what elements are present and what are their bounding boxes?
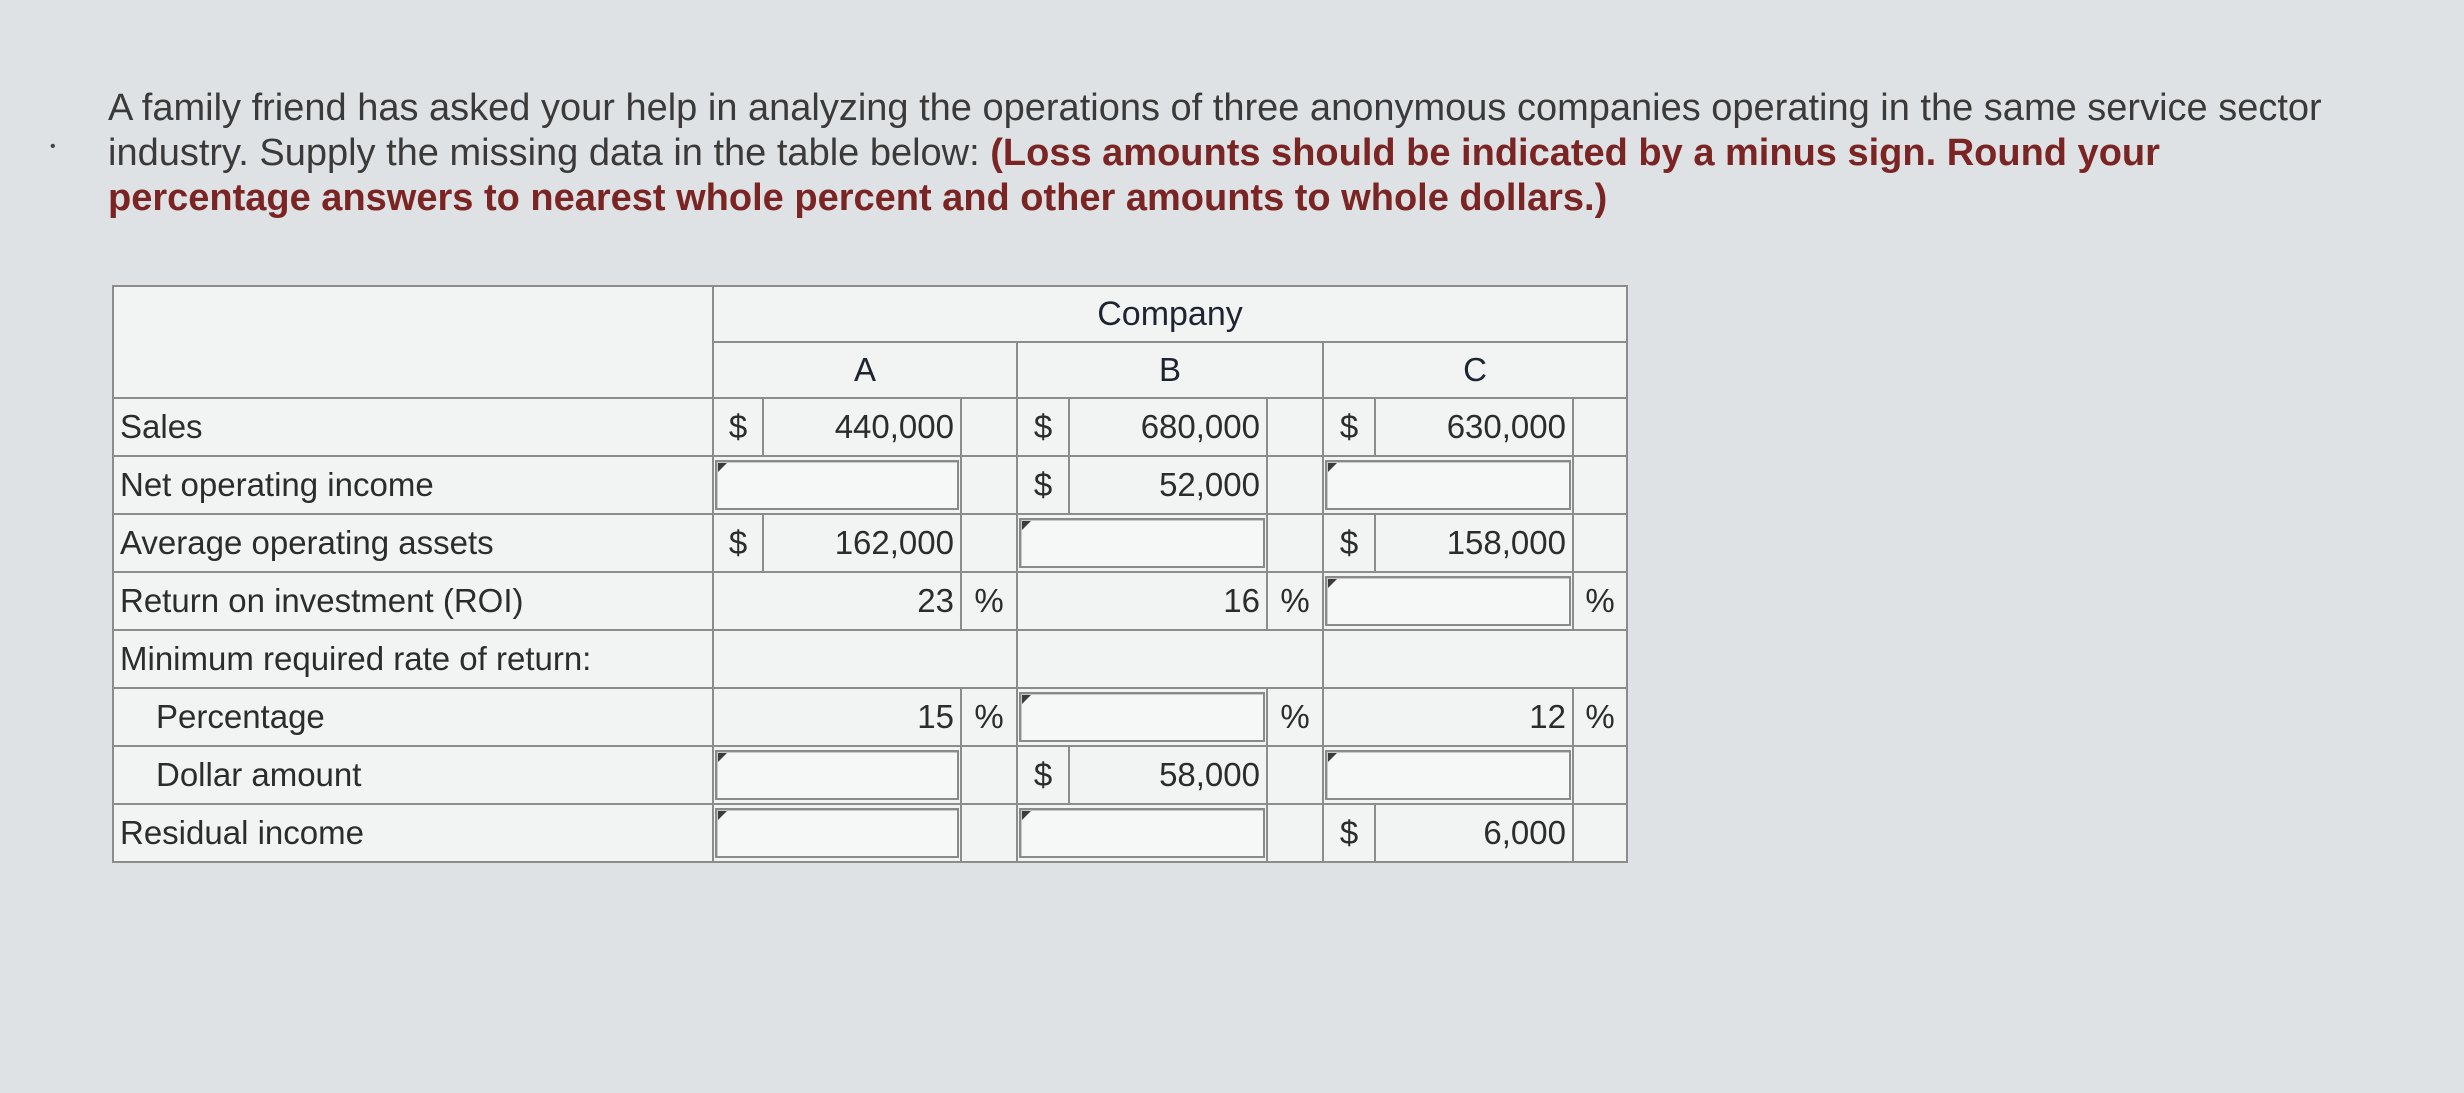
noi-a-input[interactable] — [715, 460, 959, 510]
percentage-c-value: 12 — [1323, 688, 1573, 746]
assets-b-input-cell — [1017, 514, 1267, 572]
column-header-b: B — [1017, 342, 1323, 398]
sales-b-value: 680,000 — [1069, 398, 1267, 456]
empty-cell — [1267, 514, 1323, 572]
question-text — [108, 86, 2348, 221]
residual-b-input[interactable] — [1019, 808, 1265, 858]
currency-sign: $ — [1323, 398, 1375, 456]
column-header-a: A — [713, 342, 1017, 398]
percent-sign: % — [961, 572, 1017, 630]
percent-sign: % — [1267, 688, 1323, 746]
percent-sign: % — [1573, 572, 1627, 630]
empty-cell — [1323, 630, 1627, 688]
currency-sign: $ — [1323, 514, 1375, 572]
empty-cell — [1573, 746, 1627, 804]
header-blank — [113, 286, 713, 398]
dollar-c-input[interactable] — [1325, 750, 1571, 800]
row-minimum-required-rate — [113, 630, 1627, 688]
empty-cell — [1267, 398, 1323, 456]
row-label-sales: Sales — [113, 398, 713, 456]
row-percentage — [113, 688, 1627, 746]
dollar-b-value: 58,000 — [1069, 746, 1267, 804]
sales-a-value: 440,000 — [763, 398, 961, 456]
empty-cell — [961, 398, 1017, 456]
residual-b-input-cell — [1017, 804, 1267, 862]
assets-a-value: 162,000 — [763, 514, 961, 572]
noi-c-input[interactable] — [1325, 460, 1571, 510]
row-roi — [113, 572, 1627, 630]
percentage-a-value: 15 — [713, 688, 961, 746]
row-average-operating-assets — [113, 514, 1627, 572]
percentage-b-input[interactable] — [1019, 692, 1265, 742]
row-label-residual: Residual income — [113, 804, 713, 862]
dollar-c-input-cell — [1323, 746, 1573, 804]
noi-a-input-cell — [713, 456, 961, 514]
roi-c-input-cell — [1323, 572, 1573, 630]
currency-sign: $ — [1017, 398, 1069, 456]
row-label-minimum: Minimum required rate of return: — [113, 630, 713, 688]
roi-a-value: 23 — [713, 572, 961, 630]
row-label-dollar: Dollar amount — [113, 746, 713, 804]
percent-sign: % — [1573, 688, 1627, 746]
empty-cell — [961, 456, 1017, 514]
sales-c-value: 630,000 — [1375, 398, 1573, 456]
empty-cell — [1017, 630, 1323, 688]
row-net-operating-income — [113, 456, 1627, 514]
question-body: A family friend has asked your help in analyzing the operations of three anonymous companies operating in the same service sector industry. Supply the missing data in the table below: — [108, 87, 2322, 174]
percent-sign: % — [1267, 572, 1323, 630]
residual-a-input-cell — [713, 804, 961, 862]
currency-sign: $ — [713, 514, 763, 572]
empty-cell — [1573, 398, 1627, 456]
currency-sign: $ — [713, 398, 763, 456]
empty-cell — [961, 746, 1017, 804]
empty-cell — [961, 804, 1017, 862]
dollar-a-input-cell — [713, 746, 961, 804]
empty-cell — [1267, 746, 1323, 804]
header-row-company — [113, 286, 1627, 342]
empty-cell — [713, 630, 1017, 688]
row-residual-income — [113, 804, 1627, 862]
currency-sign: $ — [1017, 456, 1069, 514]
empty-cell — [1573, 456, 1627, 514]
empty-cell — [961, 514, 1017, 572]
row-sales — [113, 398, 1627, 456]
question-instructions: (Loss amounts should be indicated by a minus sign. Round your percentage answers to nearest whole percent and other amounts to whole dollars.) — [108, 132, 2160, 219]
currency-sign: $ — [1017, 746, 1069, 804]
residual-c-value: 6,000 — [1375, 804, 1573, 862]
row-dollar-amount — [113, 746, 1627, 804]
dollar-a-input[interactable] — [715, 750, 959, 800]
company-data-table — [112, 285, 1628, 863]
residual-a-input[interactable] — [715, 808, 959, 858]
roi-b-value: 16 — [1017, 572, 1267, 630]
currency-sign: $ — [1323, 804, 1375, 862]
empty-cell — [1267, 804, 1323, 862]
roi-c-input[interactable] — [1325, 576, 1571, 626]
row-label-noi: Net operating income — [113, 456, 713, 514]
empty-cell — [1573, 514, 1627, 572]
percent-sign: % — [961, 688, 1017, 746]
empty-cell — [1573, 804, 1627, 862]
empty-cell — [1267, 456, 1323, 514]
percentage-b-input-cell — [1017, 688, 1267, 746]
noi-b-value: 52,000 — [1069, 456, 1267, 514]
row-label-roi: Return on investment (ROI) — [113, 572, 713, 630]
row-label-assets: Average operating assets — [113, 514, 713, 572]
assets-b-input[interactable] — [1019, 518, 1265, 568]
assets-c-value: 158,000 — [1375, 514, 1573, 572]
noi-c-input-cell — [1323, 456, 1573, 514]
bullet-marker: • — [50, 138, 56, 155]
row-label-percentage: Percentage — [113, 688, 713, 746]
company-header: Company — [713, 286, 1627, 342]
column-header-c: C — [1323, 342, 1627, 398]
